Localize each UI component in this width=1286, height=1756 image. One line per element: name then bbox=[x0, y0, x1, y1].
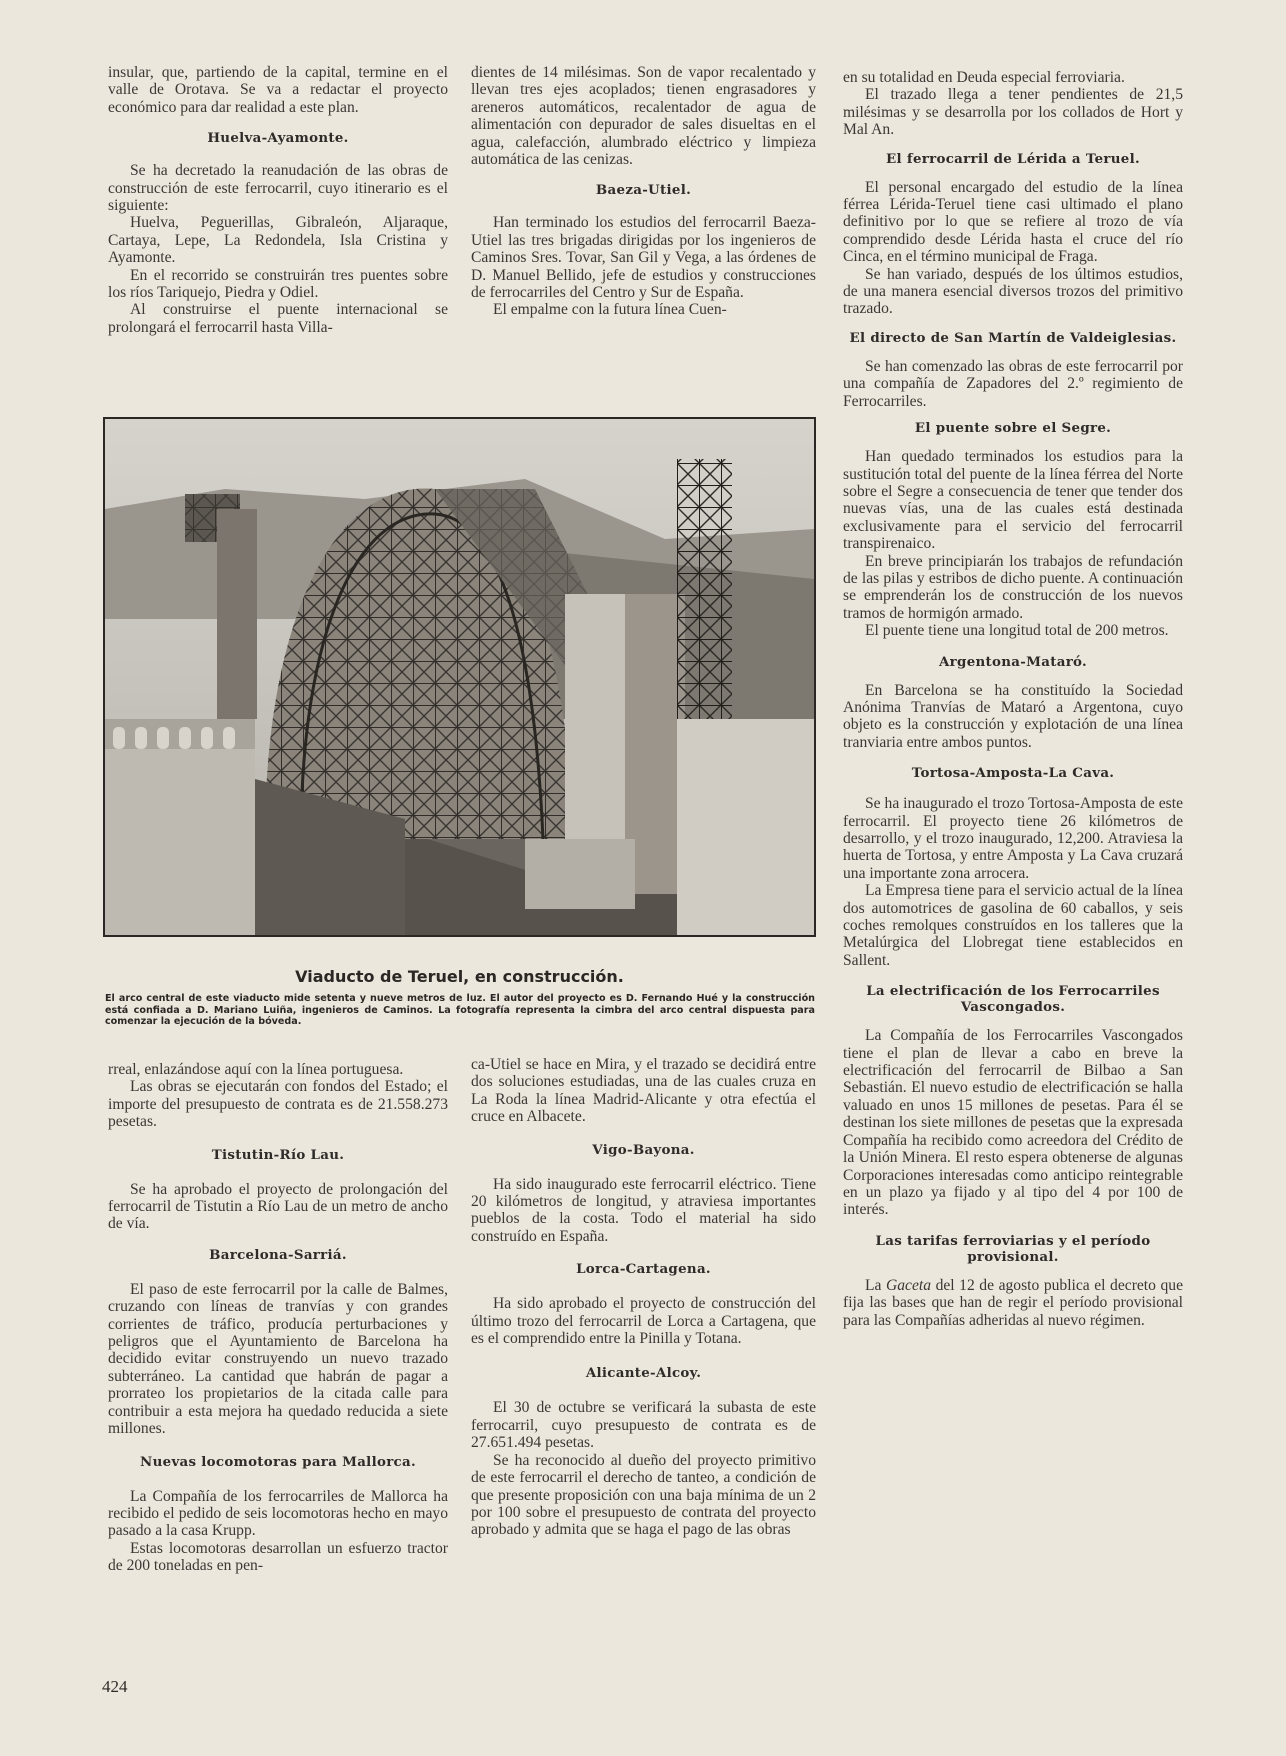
paragraph: Se han variado, después de los últimos estudios, de una manera esencial diversos trozos del primitivo trazado. bbox=[843, 265, 1183, 318]
paragraph: La Compañía de los Ferrocarriles Vascongados tiene el plan de llevar a cabo en breve la electrificación del ferrocarril de Bilbao a San Sebastián. El nuevo estudio de electrificación se halla valuado en unos 15 millones de pesetas. Para él se destinan los siete millones de pesetas que la expresada Compañía ha recibido como acreedora del Crédito de la Unión Minera. El resto espera obtenerse de algunas Corporaciones interesadas como anticipo reintegrable en un plazo ya fijado y al tipo del 4 por 100 de interés. bbox=[843, 1027, 1183, 1219]
column-3 bbox=[843, 69, 1183, 1329]
paragraph: dientes de 14 milésimas. Son de vapor recalentado y llevan tres ejes acoplados; tienen engrasadores y areneros automáticos, recalentador de agua de alimentación con depurador de sales disueltas en el agua, calefacción, alumbrado eléctrico y limpieza automática de las cenizas. bbox=[471, 64, 816, 169]
paragraph: El personal encargado del estudio de la línea férrea Lérida-Teruel tiene casi ultimado el plano definitivo por lo que se refiere al trozo de vía comprendido desde Lérida hasta el cruce del río Cinca, en el término municipal de Fraga. bbox=[843, 178, 1183, 266]
text-run: del 12 de agosto publica el decreto que fija las bases que han de regir el período provisional para las Compañías adheridas al nuevo régimen. bbox=[843, 1276, 1183, 1329]
paragraph: En el recorrido se construirán tres puentes sobre los ríos Tariquejo, Piedra y Odiel. bbox=[108, 266, 448, 302]
viaduct-image bbox=[105, 419, 814, 935]
paragraph: Estas locomotoras desarrollan un esfuerzo tractor de 200 toneladas en pen- bbox=[108, 1539, 448, 1575]
paragraph: Han terminado los estudios del ferrocarril Baeza-Utiel las tres brigadas dirigidas por los ingenieros de Caminos Sres. Tovar, San Gil y Vega, a las órdenes de D. Manuel Bellido, jefe de estudios y construcciones de ferrocarriles del Centro y Sur de España. bbox=[471, 214, 816, 302]
paragraph: ca-Utiel se hace en Mira, y el trazado se decidirá entre dos soluciones estudiadas, una de las cuales cruza en La Roda la línea Madrid-Alicante y otra efectúa el cruce en Albacete. bbox=[471, 1056, 816, 1126]
section-heading-sarria: Barcelona-Sarriá. bbox=[209, 1246, 347, 1263]
column-4 bbox=[108, 1061, 448, 1575]
paragraph: Se han comenzado las obras de este ferrocarril por una compañía de Zapadores del 2.º regimiento de Ferrocarriles. bbox=[843, 357, 1183, 410]
paragraph: El trazado llega a tener pendientes de 21,5 milésimas y se desarrolla por los collados de Hort y Mal An. bbox=[843, 86, 1183, 139]
section-heading-electrificacion: La electrificación de los Ferrocarriles Vascongados. bbox=[866, 983, 1160, 1016]
section-heading-tortosa: Tortosa-Amposta-La Cava. bbox=[911, 765, 1115, 782]
paragraph: Han quedado terminados los estudios para la sustitución total del puente de la línea férrea del Norte sobre el Segre a consecuencia de tener que tender dos nuevas vías, una de las cuales está destinada exclusivamente para el servicio del ferrocarril transpirenaico. bbox=[843, 448, 1183, 553]
publication-name: Gaceta bbox=[886, 1276, 932, 1294]
section-heading-argentona: Argentona-Mataró. bbox=[938, 653, 1088, 670]
paragraph: Se ha decretado la reanudación de las obras de construcción de este ferrocarril, cuyo itinerario es el siguiente: bbox=[108, 162, 448, 215]
paragraph: En breve principiarán los trabajos de refundación de las pilas y estribos de dicho puente. A continuación se emprenderán los de construcción de los nuevos tramos de hormigón armado. bbox=[843, 552, 1183, 622]
section-heading-tistutin: Tistutin-Río Lau. bbox=[211, 1146, 345, 1163]
paragraph: La Compañía de los ferrocarriles de Mallorca ha recibido el pedido de seis locomotoras hecho en mayo pasado a la casa Krupp. bbox=[108, 1487, 448, 1540]
photo-caption-text: El arco central de este viaducto mide setenta y nueve metros de luz. El autor del proyecto es D. Fernando Hué y la construcción está confiada a D. Mariano Luiña, ingenieros de Caminos. La fotografía representa la cimbra del arco central dispuesta para comenzar la ejecución de la bóveda. bbox=[105, 993, 815, 1028]
paragraph: Las obras se ejecutarán con fondos del Estado; el importe del presupuesto de contrata es de 21.558.273 pesetas. bbox=[108, 1078, 448, 1131]
paragraph: La Empresa tiene para el servicio actual de la línea dos automotrices de gasolina de 60 caballos, y seis coches remolques construídos en los talleres que la Metalúrgica del Llobregat tiene establecidos en Sallent. bbox=[843, 882, 1183, 969]
text-run: La bbox=[865, 1276, 886, 1294]
paragraph: El empalme con la futura línea Cuen- bbox=[493, 301, 727, 319]
column-2 bbox=[471, 64, 816, 319]
paragraph: insular, que, partiendo de la capital, termine en el valle de Orotava. Se va a redactar el proyecto económico para dar realidad a este plan. bbox=[108, 64, 448, 116]
section-heading-alicante: Alicante-Alcoy. bbox=[585, 1365, 702, 1382]
paragraph: En Barcelona se ha constituído la Sociedad Anónima Tranvías de Mataró a Argentona, cuyo objeto es la construcción y explotación de una línea tranviaria entre ambos puntos. bbox=[843, 681, 1183, 751]
viaduct-photo bbox=[103, 417, 816, 937]
paragraph: Ha sido inaugurado este ferrocarril eléctrico. Tiene 20 kilómetros de longitud, y atraviesa importantes pueblos de la costa. Todo el material ha sido construído en España. bbox=[471, 1175, 816, 1245]
paragraph: El puente tiene una longitud total de 200 metros. bbox=[865, 622, 1169, 640]
paragraph: en su totalidad en Deuda especial ferroviaria. bbox=[843, 69, 1125, 86]
paragraph: Se ha aprobado el proyecto de prolongación del ferrocarril de Tistutin a Río Lau de un metro de ancho de vía. bbox=[108, 1180, 448, 1233]
paragraph: El paso de este ferrocarril por la calle de Balmes, cruzando con líneas de tranvías y con grandes corrientes de tráfico, producía perturbaciones y peligros que el Ayuntamiento de Barcelona ha decidido evitar construyendo un nuevo trazado subterráneo. La cantidad que habrán de pagar a prorrateo los propietarios de la citada calle para contribuir a esta mejora ha quedado reducida a siete millones. bbox=[108, 1280, 448, 1438]
paragraph: Se ha inaugurado el trozo Tortosa-Amposta de este ferrocarril. El proyecto tiene 26 kilómetros de desarrollo, y el trozo inaugurado, 12,200. Atraviesa la huerta de Tortosa, y entre Amposta y La Cava cruzará una importante zona arrocera. bbox=[843, 795, 1183, 882]
paragraph: rreal, enlazándose aquí con la línea portuguesa. bbox=[108, 1061, 404, 1078]
paragraph: Al construirse el puente internacional se prolongará el ferrocarril hasta Villa- bbox=[108, 301, 448, 336]
photo-caption-title: Viaducto de Teruel, en construcción. bbox=[295, 967, 624, 986]
section-heading-san-martin: El directo de San Martín de Valdeiglesias. bbox=[849, 329, 1177, 346]
section-heading-lorca: Lorca-Cartagena. bbox=[576, 1261, 711, 1278]
section-heading-baeza: Baeza-Utiel. bbox=[595, 182, 692, 199]
paragraph: Ha sido aprobado el proyecto de construcción del último trozo del ferrocarril de Lorca a Cartagena, que es el comprendido entre la Pinilla y Totana. bbox=[471, 1295, 816, 1348]
section-heading-segre: El puente sobre el Segre. bbox=[914, 420, 1112, 437]
section-heading-vigo: Vigo-Bayona. bbox=[592, 1141, 695, 1158]
column-5 bbox=[471, 1056, 816, 1539]
paragraph bbox=[843, 1277, 1183, 1329]
page-number: 424 bbox=[102, 1677, 128, 1696]
section-heading-lerida: El ferrocarril de Lérida a Teruel. bbox=[886, 150, 1140, 167]
section-heading-mallorca: Nuevas locomotoras para Mallorca. bbox=[140, 1453, 416, 1470]
paragraph: Huelva, Peguerillas, Gibraleón, Aljaraque, Cartaya, Lepe, La Redondela, Isla Cristina y Ayamonte. bbox=[108, 214, 448, 267]
paragraph: Se ha reconocido al dueño del proyecto primitivo de este ferrocarril el derecho de tanteo, a condición de que presente proposición con una baja mínima de un 2 por 100 sobre el presupuesto de contrata del proyecto aprobado y admita que se haga el pago de las obras bbox=[471, 1451, 816, 1539]
section-heading-huelva: Huelva-Ayamonte. bbox=[207, 130, 349, 147]
paragraph: El 30 de octubre se verificará la subasta de este ferrocarril, cuyo presupuesto de contrata es de 27.651.494 pesetas. bbox=[471, 1399, 816, 1452]
column-1 bbox=[108, 64, 448, 336]
section-heading-tarifas: Las tarifas ferroviarias y el período provisional. bbox=[875, 1232, 1151, 1265]
